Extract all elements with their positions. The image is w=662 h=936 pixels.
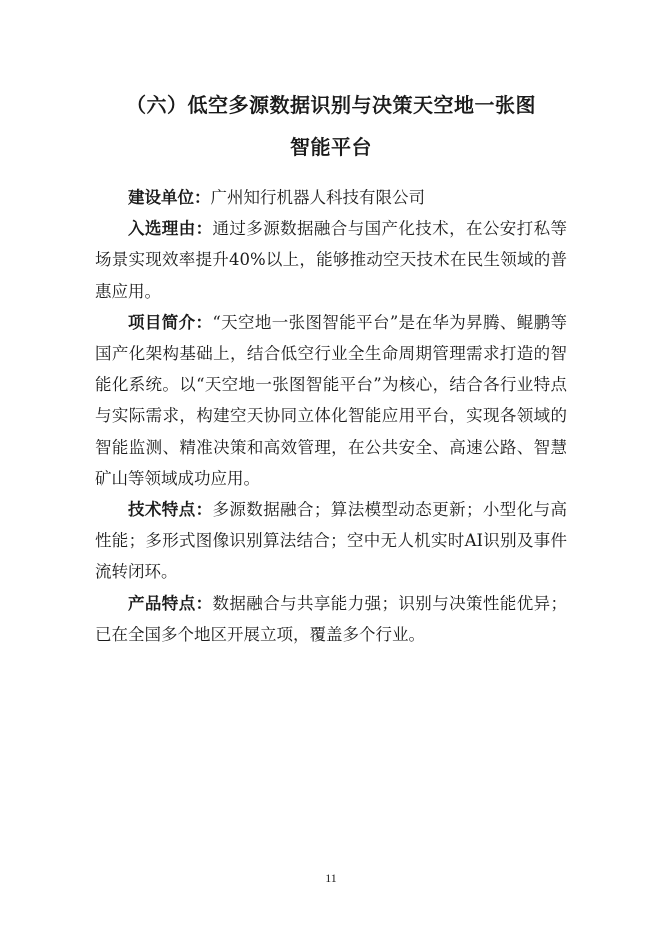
- section-builder: [95, 182, 567, 213]
- tech-features-text: 多源数据融合；算法模型动态更新；小型化与高性能；多形式图像识别算法结合；空中无人机实时AI识别及事件流转闭环。: [95, 500, 568, 582]
- document-title-line-2: 智能平台: [290, 135, 372, 159]
- product-features-text: 数据融合与共享能力强；识别与决策性能优异；已在全国多个地区开展立项，覆盖多个行业。: [95, 593, 568, 644]
- page-number: 11: [325, 871, 337, 885]
- document-body: [95, 182, 567, 650]
- section-project-intro: [95, 307, 567, 494]
- product-features-label: 产品特点：: [128, 593, 213, 613]
- tech-features-label: 技术特点：: [128, 500, 213, 520]
- selection-reason-text: 通过多源数据融合与国产化技术，在公安打私等场景实现效率提升40%以上，能够推动空天技术在民生领域的普惠应用。: [95, 219, 568, 301]
- section-tech-features: [95, 494, 567, 588]
- document-title-line-1: （六）低空多源数据识别与决策天空地一张图: [126, 93, 536, 117]
- builder-label: 建设单位：: [128, 188, 211, 207]
- project-intro-text: “天空地一张图智能平台”是在华为昇腾、鲲鹏等国产化架构基础上，结合低空行业全生命周期管理需求打造的智能化系统。以“天空地一张图智能平台”为核心，结合各行业特点与实际需求，构建空天协同立体化智能应用平台，实现各领域的智能监测、精准决策和高效管理，在公共安全、高速公路、智慧矿山等领域成功应用。: [95, 312, 568, 488]
- builder-text: 广州知行机器人科技有限公司: [210, 188, 425, 207]
- section-product-features: [95, 588, 567, 650]
- project-intro-label: 项目简介：: [128, 312, 213, 332]
- selection-reason-label: 入选理由：: [128, 219, 213, 239]
- section-selection-reason: [95, 213, 567, 307]
